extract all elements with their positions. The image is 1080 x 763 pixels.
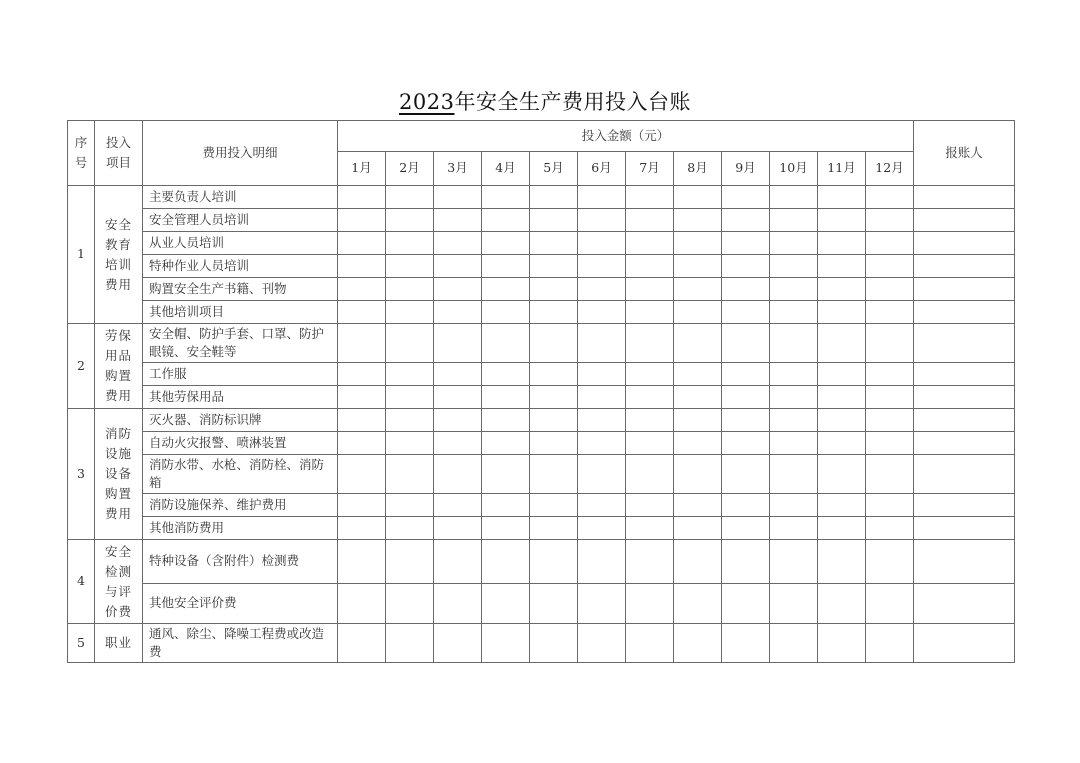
expense-detail-cell: 特种作业人员培训 — [143, 255, 338, 278]
amount-cell[interactable] — [434, 209, 482, 232]
amount-cell[interactable] — [626, 232, 674, 255]
group-index: 4 — [68, 540, 95, 624]
amount-cell[interactable] — [578, 455, 626, 494]
amount-cell[interactable] — [770, 301, 818, 324]
table-row — [68, 432, 1015, 455]
amount-cell[interactable] — [338, 278, 386, 301]
amount-cell[interactable] — [722, 209, 770, 232]
amount-cell[interactable] — [434, 363, 482, 386]
amount-cell[interactable] — [434, 301, 482, 324]
amount-cell[interactable] — [530, 186, 578, 209]
expense-detail-cell: 消防设施保养、维护费用 — [143, 494, 338, 517]
amount-cell[interactable] — [482, 624, 530, 663]
table-row — [68, 409, 1015, 432]
expense-detail-cell: 从业人员培训 — [143, 232, 338, 255]
amount-cell[interactable] — [770, 540, 818, 584]
amount-cell[interactable] — [578, 186, 626, 209]
amount-cell[interactable] — [386, 255, 434, 278]
expense-detail-cell: 消防水带、水枪、消防栓、消防箱 — [143, 455, 338, 494]
amount-cell[interactable] — [722, 186, 770, 209]
header-month: 3月 — [434, 152, 482, 186]
amount-cell[interactable] — [674, 278, 722, 301]
amount-cell[interactable] — [866, 584, 914, 624]
amount-cell[interactable] — [434, 624, 482, 663]
table-row — [68, 301, 1015, 324]
table-row — [68, 455, 1015, 494]
amount-cell[interactable] — [770, 209, 818, 232]
amount-cell[interactable] — [866, 494, 914, 517]
amount-cell[interactable] — [818, 540, 866, 584]
reporter-cell[interactable] — [914, 409, 1015, 432]
amount-cell[interactable] — [674, 517, 722, 540]
amount-cell[interactable] — [818, 255, 866, 278]
amount-cell[interactable] — [722, 624, 770, 663]
amount-cell[interactable] — [722, 584, 770, 624]
amount-cell[interactable] — [338, 584, 386, 624]
amount-cell[interactable] — [818, 324, 866, 363]
amount-cell[interactable] — [434, 255, 482, 278]
amount-cell[interactable] — [770, 624, 818, 663]
amount-cell[interactable] — [866, 386, 914, 409]
amount-cell[interactable] — [626, 255, 674, 278]
amount-cell[interactable] — [482, 278, 530, 301]
header-amount: 投入金额（元） — [338, 121, 914, 152]
amount-cell[interactable] — [386, 386, 434, 409]
table-row — [68, 186, 1015, 209]
amount-cell[interactable] — [386, 301, 434, 324]
amount-cell[interactable] — [674, 494, 722, 517]
amount-cell[interactable] — [770, 517, 818, 540]
amount-cell[interactable] — [770, 278, 818, 301]
amount-cell[interactable] — [386, 494, 434, 517]
amount-cell[interactable] — [530, 324, 578, 363]
amount-cell[interactable] — [626, 324, 674, 363]
table-row — [68, 232, 1015, 255]
amount-cell[interactable] — [578, 386, 626, 409]
amount-cell[interactable] — [530, 409, 578, 432]
table-row — [68, 517, 1015, 540]
amount-cell[interactable] — [770, 584, 818, 624]
amount-cell[interactable] — [770, 494, 818, 517]
amount-cell[interactable] — [770, 455, 818, 494]
amount-cell[interactable] — [866, 455, 914, 494]
amount-cell[interactable] — [530, 278, 578, 301]
amount-cell[interactable] — [530, 386, 578, 409]
amount-cell[interactable] — [578, 278, 626, 301]
amount-cell[interactable] — [482, 517, 530, 540]
amount-cell[interactable] — [722, 278, 770, 301]
expense-detail-cell: 其他劳保用品 — [143, 386, 338, 409]
table-row — [68, 624, 1015, 663]
header-month: 1月 — [338, 152, 386, 186]
amount-cell[interactable] — [338, 209, 386, 232]
amount-cell[interactable] — [578, 255, 626, 278]
amount-cell[interactable] — [674, 455, 722, 494]
amount-cell[interactable] — [722, 409, 770, 432]
amount-cell[interactable] — [626, 363, 674, 386]
amount-cell[interactable] — [338, 386, 386, 409]
header-month: 8月 — [674, 152, 722, 186]
amount-cell[interactable] — [770, 255, 818, 278]
amount-cell[interactable] — [530, 209, 578, 232]
amount-cell[interactable] — [386, 186, 434, 209]
amount-cell[interactable] — [626, 209, 674, 232]
amount-cell[interactable] — [626, 494, 674, 517]
amount-cell[interactable] — [338, 455, 386, 494]
header-month: 4月 — [482, 152, 530, 186]
amount-cell[interactable] — [722, 301, 770, 324]
amount-cell[interactable] — [674, 363, 722, 386]
amount-cell[interactable] — [818, 494, 866, 517]
reporter-cell[interactable] — [914, 455, 1015, 494]
amount-cell[interactable] — [386, 624, 434, 663]
amount-cell[interactable] — [674, 209, 722, 232]
reporter-cell[interactable] — [914, 584, 1015, 624]
amount-cell[interactable] — [578, 324, 626, 363]
safety-cost-ledger-table — [67, 120, 1015, 663]
amount-cell[interactable] — [866, 432, 914, 455]
amount-cell[interactable] — [626, 517, 674, 540]
amount-cell[interactable] — [482, 186, 530, 209]
amount-cell[interactable] — [338, 517, 386, 540]
amount-cell[interactable] — [338, 324, 386, 363]
header-month: 2月 — [386, 152, 434, 186]
expense-detail-cell: 其他安全评价费 — [143, 584, 338, 624]
reporter-cell[interactable] — [914, 301, 1015, 324]
table-row — [68, 278, 1015, 301]
header-month: 5月 — [530, 152, 578, 186]
amount-cell[interactable] — [386, 432, 434, 455]
amount-cell[interactable] — [482, 432, 530, 455]
amount-cell[interactable] — [674, 301, 722, 324]
amount-cell[interactable] — [578, 584, 626, 624]
amount-cell[interactable] — [866, 278, 914, 301]
amount-cell[interactable] — [338, 255, 386, 278]
reporter-cell[interactable] — [914, 363, 1015, 386]
amount-cell[interactable] — [578, 494, 626, 517]
amount-cell[interactable] — [674, 232, 722, 255]
header-reporter: 报账人 — [914, 121, 1015, 186]
amount-cell[interactable] — [482, 409, 530, 432]
amount-cell[interactable] — [626, 186, 674, 209]
amount-cell[interactable] — [578, 409, 626, 432]
amount-cell[interactable] — [530, 584, 578, 624]
reporter-cell[interactable] — [914, 255, 1015, 278]
amount-cell[interactable] — [674, 255, 722, 278]
amount-cell[interactable] — [866, 186, 914, 209]
amount-cell[interactable] — [482, 301, 530, 324]
amount-cell[interactable] — [674, 584, 722, 624]
amount-cell[interactable] — [626, 386, 674, 409]
amount-cell[interactable] — [482, 209, 530, 232]
group-category: 劳保 用品 购置 费用 — [95, 324, 143, 409]
amount-cell[interactable] — [386, 363, 434, 386]
amount-cell[interactable] — [818, 301, 866, 324]
amount-cell[interactable] — [530, 432, 578, 455]
amount-cell[interactable] — [818, 432, 866, 455]
expense-detail-cell: 安全管理人员培训 — [143, 209, 338, 232]
amount-cell[interactable] — [434, 232, 482, 255]
amount-cell[interactable] — [338, 363, 386, 386]
amount-cell[interactable] — [770, 409, 818, 432]
expense-detail-cell: 其他消防费用 — [143, 517, 338, 540]
amount-cell[interactable] — [818, 232, 866, 255]
header-month: 12月 — [866, 152, 914, 186]
expense-detail-cell: 主要负责人培训 — [143, 186, 338, 209]
amount-cell[interactable] — [338, 432, 386, 455]
reporter-cell[interactable] — [914, 386, 1015, 409]
header-month: 7月 — [626, 152, 674, 186]
amount-cell[interactable] — [338, 186, 386, 209]
group-index: 2 — [68, 324, 95, 409]
table-row — [68, 363, 1015, 386]
amount-cell[interactable] — [626, 624, 674, 663]
amount-cell[interactable] — [818, 624, 866, 663]
reporter-cell[interactable] — [914, 186, 1015, 209]
amount-cell[interactable] — [434, 494, 482, 517]
amount-cell[interactable] — [626, 584, 674, 624]
amount-cell[interactable] — [434, 386, 482, 409]
table-row — [68, 255, 1015, 278]
amount-cell[interactable] — [482, 455, 530, 494]
header-month: 6月 — [578, 152, 626, 186]
reporter-cell[interactable] — [914, 494, 1015, 517]
amount-cell[interactable] — [674, 432, 722, 455]
amount-cell[interactable] — [866, 409, 914, 432]
header-row-top — [68, 121, 1015, 152]
group-category: 安全 教育 培训 费用 — [95, 186, 143, 324]
header-month: 11月 — [818, 152, 866, 186]
amount-cell[interactable] — [386, 409, 434, 432]
amount-cell[interactable] — [770, 232, 818, 255]
header-month: 10月 — [770, 152, 818, 186]
amount-cell[interactable] — [578, 363, 626, 386]
amount-cell[interactable] — [530, 455, 578, 494]
amount-cell[interactable] — [578, 540, 626, 584]
amount-cell[interactable] — [578, 517, 626, 540]
amount-cell[interactable] — [434, 584, 482, 624]
amount-cell[interactable] — [482, 363, 530, 386]
amount-cell[interactable] — [674, 540, 722, 584]
amount-cell[interactable] — [386, 517, 434, 540]
amount-cell[interactable] — [818, 278, 866, 301]
amount-cell[interactable] — [578, 209, 626, 232]
reporter-cell[interactable] — [914, 278, 1015, 301]
amount-cell[interactable] — [530, 494, 578, 517]
amount-cell[interactable] — [434, 540, 482, 584]
amount-cell[interactable] — [482, 386, 530, 409]
amount-cell[interactable] — [434, 409, 482, 432]
amount-cell[interactable] — [578, 232, 626, 255]
amount-cell[interactable] — [482, 232, 530, 255]
group-index: 1 — [68, 186, 95, 324]
expense-detail-cell: 购置安全生产书籍、刊物 — [143, 278, 338, 301]
group-index: 3 — [68, 409, 95, 540]
reporter-cell[interactable] — [914, 517, 1015, 540]
amount-cell[interactable] — [818, 186, 866, 209]
header-month: 9月 — [722, 152, 770, 186]
amount-cell[interactable] — [722, 232, 770, 255]
expense-detail-cell: 自动火灾报警、喷淋装置 — [143, 432, 338, 455]
amount-cell[interactable] — [770, 432, 818, 455]
expense-detail-cell: 其他培训项目 — [143, 301, 338, 324]
document-title — [0, 86, 1080, 116]
header-category: 投入 项目 — [95, 121, 143, 186]
amount-cell[interactable] — [866, 301, 914, 324]
amount-cell[interactable] — [626, 301, 674, 324]
amount-cell[interactable] — [866, 624, 914, 663]
header-index: 序 号 — [68, 121, 95, 186]
amount-cell[interactable] — [338, 409, 386, 432]
group-index: 5 — [68, 624, 95, 663]
amount-cell[interactable] — [386, 232, 434, 255]
group-category: 安全 检测 与评 价费 — [95, 540, 143, 624]
amount-cell[interactable] — [530, 363, 578, 386]
amount-cell[interactable] — [866, 540, 914, 584]
amount-cell[interactable] — [386, 584, 434, 624]
amount-cell[interactable] — [818, 209, 866, 232]
table-row — [68, 386, 1015, 409]
amount-cell[interactable] — [770, 186, 818, 209]
amount-cell[interactable] — [674, 386, 722, 409]
amount-cell[interactable] — [722, 517, 770, 540]
amount-cell[interactable] — [674, 324, 722, 363]
amount-cell[interactable] — [674, 186, 722, 209]
table-row — [68, 584, 1015, 624]
amount-cell[interactable] — [386, 278, 434, 301]
amount-cell[interactable] — [770, 363, 818, 386]
amount-cell[interactable] — [722, 540, 770, 584]
amount-cell[interactable] — [434, 278, 482, 301]
expense-detail-cell: 工作服 — [143, 363, 338, 386]
amount-cell[interactable] — [818, 363, 866, 386]
amount-cell[interactable] — [626, 432, 674, 455]
amount-cell[interactable] — [770, 324, 818, 363]
amount-cell[interactable] — [674, 624, 722, 663]
amount-cell[interactable] — [818, 584, 866, 624]
amount-cell[interactable] — [818, 409, 866, 432]
amount-cell[interactable] — [530, 301, 578, 324]
amount-cell[interactable] — [386, 324, 434, 363]
table-row — [68, 494, 1015, 517]
amount-cell[interactable] — [770, 386, 818, 409]
reporter-cell[interactable] — [914, 624, 1015, 663]
amount-cell[interactable] — [866, 324, 914, 363]
amount-cell[interactable] — [386, 540, 434, 584]
amount-cell[interactable] — [866, 517, 914, 540]
amount-cell[interactable] — [482, 584, 530, 624]
amount-cell[interactable] — [818, 455, 866, 494]
amount-cell[interactable] — [434, 432, 482, 455]
amount-cell[interactable] — [482, 324, 530, 363]
table-row — [68, 209, 1015, 232]
amount-cell[interactable] — [434, 186, 482, 209]
amount-cell[interactable] — [722, 455, 770, 494]
group-category: 职业 — [95, 624, 143, 663]
amount-cell[interactable] — [722, 386, 770, 409]
amount-cell[interactable] — [866, 209, 914, 232]
amount-cell[interactable] — [434, 455, 482, 494]
amount-cell[interactable] — [434, 517, 482, 540]
title-year: 2023 — [399, 90, 455, 114]
title-text: 年安全生产费用投入台账 — [454, 90, 691, 114]
amount-cell[interactable] — [482, 494, 530, 517]
amount-cell[interactable] — [386, 209, 434, 232]
amount-cell[interactable] — [530, 624, 578, 663]
amount-cell[interactable] — [338, 232, 386, 255]
reporter-cell[interactable] — [914, 232, 1015, 255]
reporter-cell[interactable] — [914, 432, 1015, 455]
amount-cell[interactable] — [818, 386, 866, 409]
header-detail: 费用投入明细 — [143, 121, 338, 186]
amount-cell[interactable] — [530, 540, 578, 584]
amount-cell[interactable] — [578, 432, 626, 455]
amount-cell[interactable] — [626, 409, 674, 432]
amount-cell[interactable] — [626, 278, 674, 301]
amount-cell[interactable] — [722, 494, 770, 517]
amount-cell[interactable] — [434, 324, 482, 363]
amount-cell[interactable] — [578, 624, 626, 663]
table-row — [68, 540, 1015, 584]
table-row — [68, 324, 1015, 363]
amount-cell[interactable] — [866, 255, 914, 278]
amount-cell[interactable] — [386, 455, 434, 494]
amount-cell[interactable] — [722, 255, 770, 278]
amount-cell[interactable] — [338, 494, 386, 517]
amount-cell[interactable] — [866, 232, 914, 255]
amount-cell[interactable] — [674, 409, 722, 432]
amount-cell[interactable] — [338, 624, 386, 663]
expense-detail-cell: 灭火器、消防标识牌 — [143, 409, 338, 432]
group-category: 消防 设施 设备 购置 费用 — [95, 409, 143, 540]
amount-cell[interactable] — [482, 255, 530, 278]
amount-cell[interactable] — [722, 363, 770, 386]
amount-cell[interactable] — [482, 540, 530, 584]
amount-cell[interactable] — [530, 255, 578, 278]
expense-detail-cell: 安全帽、防护手套、口罩、防护眼镜、安全鞋等 — [143, 324, 338, 363]
amount-cell[interactable] — [722, 432, 770, 455]
reporter-cell[interactable] — [914, 209, 1015, 232]
amount-cell[interactable] — [578, 301, 626, 324]
expense-detail-cell: 特种设备（含附件）检测费 — [143, 540, 338, 584]
reporter-cell[interactable] — [914, 324, 1015, 363]
amount-cell[interactable] — [626, 455, 674, 494]
amount-cell[interactable] — [818, 517, 866, 540]
amount-cell[interactable] — [530, 517, 578, 540]
amount-cell[interactable] — [866, 363, 914, 386]
reporter-cell[interactable] — [914, 540, 1015, 584]
amount-cell[interactable] — [338, 540, 386, 584]
amount-cell[interactable] — [530, 232, 578, 255]
amount-cell[interactable] — [722, 324, 770, 363]
expense-detail-cell: 通风、除尘、降噪工程费或改造费 — [143, 624, 338, 663]
amount-cell[interactable] — [626, 540, 674, 584]
amount-cell[interactable] — [338, 301, 386, 324]
